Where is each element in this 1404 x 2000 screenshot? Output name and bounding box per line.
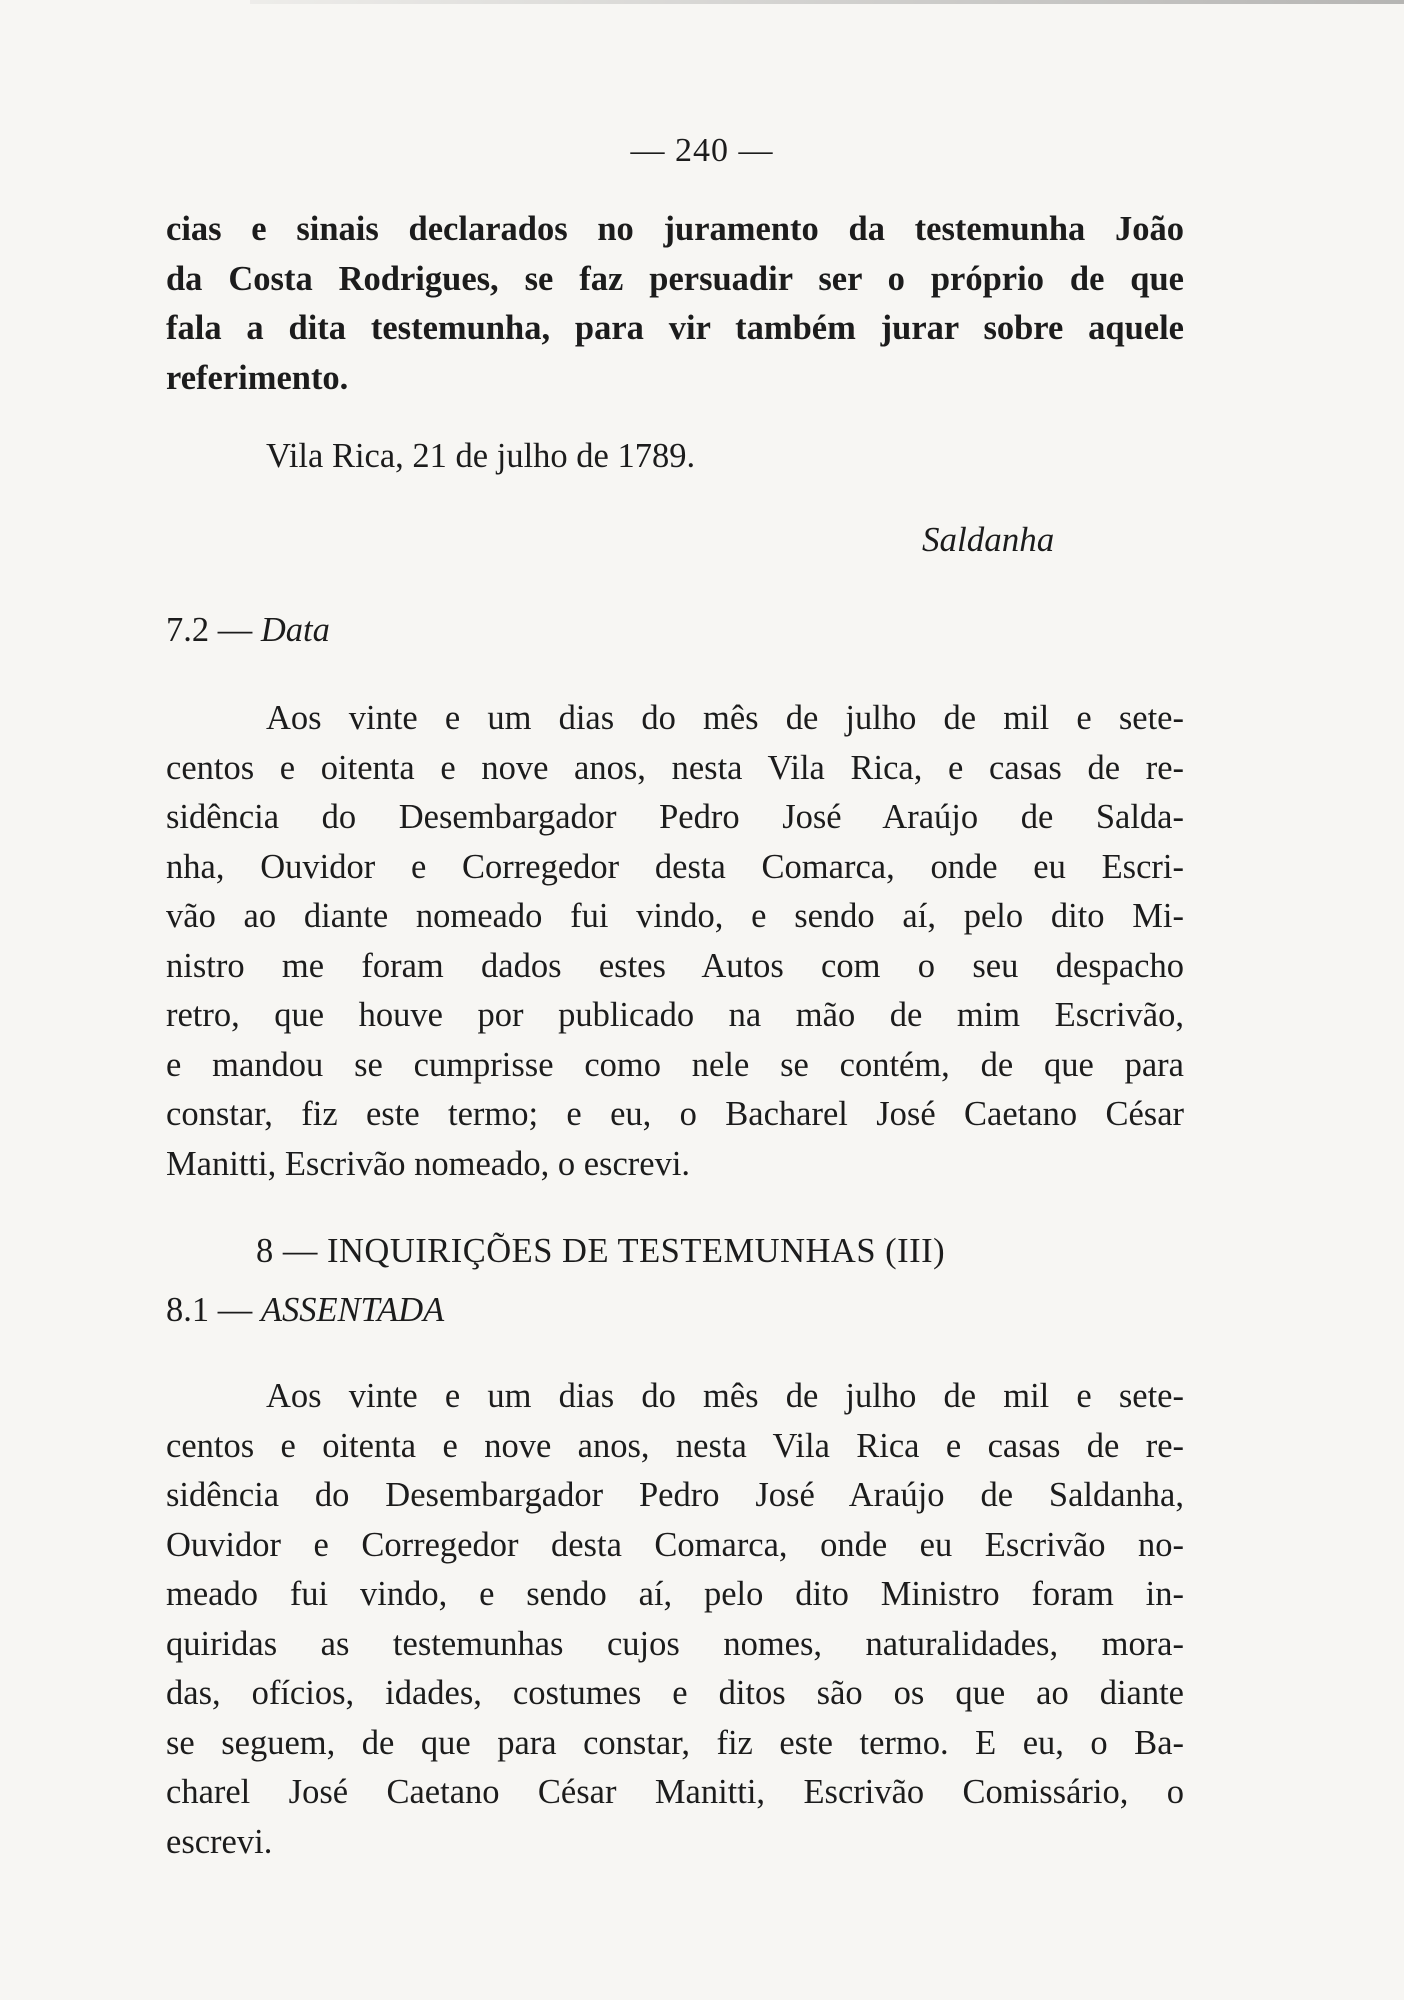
paragraph-1-line: fala a dita testemunha, para vir também jurar sobre aquele	[166, 309, 1184, 347]
paragraph-2-line: Aos vinte e um dias do mês de julho de mil e sete-	[266, 699, 1184, 737]
paragraph-2-line: centos e oitenta e nove anos, nesta Vila Rica, e casas de re-	[166, 748, 1184, 787]
scan-edge-rule	[250, 0, 1404, 4]
paragraph-3-line: das, ofícios, idades, costumes e ditos são os que ao diante	[166, 1674, 1184, 1712]
signature: Saldanha	[922, 520, 1055, 559]
paragraph-2-line: nha, Ouvidor e Corregedor desta Comarca, onde eu Escri-	[166, 847, 1184, 886]
paragraph-3-line: sidência do Desembargador Pedro José Araújo de Saldanha,	[166, 1476, 1184, 1514]
paragraph-2-line: vão ao diante nomeado fui vindo, e sendo aí, pelo dito Mi-	[166, 897, 1184, 935]
paragraph-3-line: Aos vinte e um dias do mês de julho de mil e sete-	[266, 1377, 1184, 1415]
paragraph-3-line: centos e oitenta e nove anos, nesta Vila Rica e casas de re-	[166, 1426, 1184, 1465]
paragraph-2-line: Manitti, Escrivão nomeado, o escrevi.	[166, 1144, 691, 1183]
section-7-2-number: 7.2 —	[166, 611, 253, 649]
paragraph-3-line: se seguem, de que para constar, fiz este termo. E eu, o Ba-	[166, 1723, 1184, 1762]
section-8-1-heading	[166, 1291, 444, 1330]
section-8-1-title: ASSENTADA	[260, 1291, 445, 1329]
page-number: — 240 —	[630, 132, 774, 169]
section-7-2-title: Data	[260, 611, 330, 649]
paragraph-1-line: da Costa Rodrigues, se faz persuadir ser o próprio de que	[166, 259, 1184, 298]
section-8-1-number: 8.1 —	[166, 1291, 253, 1329]
paragraph-3-line: charel José Caetano César Manitti, Escrivão Comissário, o	[166, 1773, 1184, 1811]
paragraph-3-line: escrevi.	[166, 1822, 273, 1861]
paragraph-2-line: e mandou se cumprisse como nele se contém, de que para	[166, 1045, 1184, 1084]
paragraph-2-line: sidência do Desembargador Pedro José Araújo de Salda-	[166, 798, 1184, 836]
paragraph-1-line: referimento.	[166, 358, 349, 397]
section-7-2-heading	[166, 611, 330, 650]
paragraph-3-line: quiridas as testemunhas cujos nomes, naturalidades, mora-	[166, 1624, 1184, 1663]
paragraph-2-line: constar, fiz este termo; e eu, o Bacharel José Caetano César	[166, 1095, 1184, 1133]
paragraph-3-line: Ouvidor e Corregedor desta Comarca, onde eu Escrivão no-	[166, 1525, 1184, 1564]
paragraph-3	[166, 1372, 1184, 1867]
paragraph-2-line: nistro me foram dados estes Autos com o seu despacho	[166, 946, 1184, 985]
section-8-heading: 8 — INQUIRIÇÕES DE TESTEMUNHAS (III)	[256, 1232, 946, 1270]
paragraph-1	[166, 205, 1184, 403]
paragraph-3-line: meado fui vindo, e sendo aí, pelo dito Ministro foram in-	[166, 1575, 1184, 1613]
paragraph-2	[166, 694, 1184, 1189]
place-date: Vila Rica, 21 de julho de 1789.	[266, 437, 696, 475]
paragraph-2-line: retro, que houve por publicado na mão de mim Escrivão,	[166, 996, 1184, 1034]
paragraph-1-line: cias e sinais declarados no juramento da testemunha João	[166, 210, 1184, 248]
